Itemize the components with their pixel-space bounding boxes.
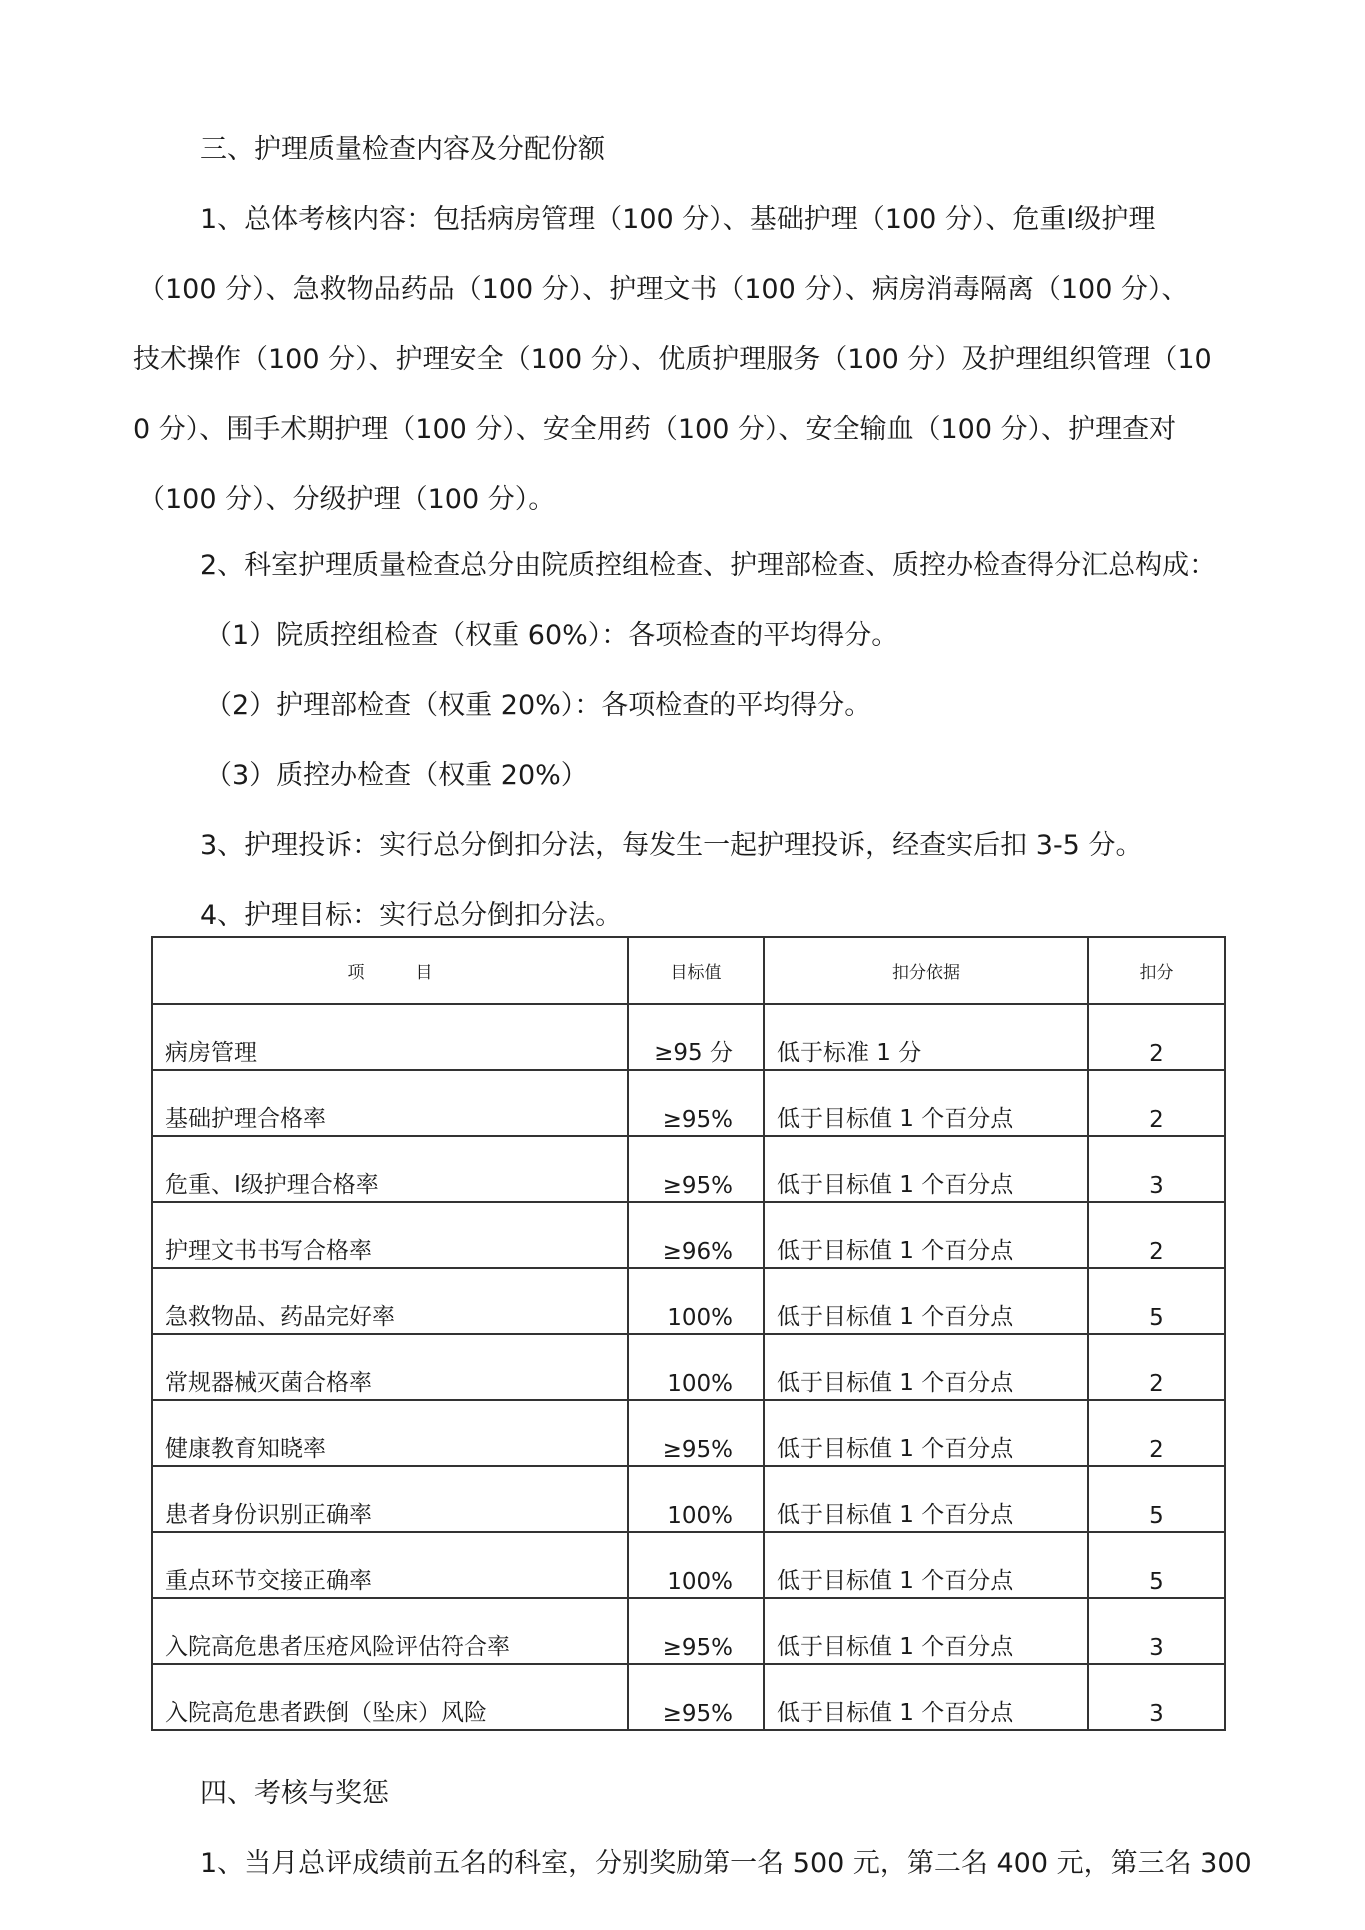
cell-basis: 低于目标值 1 个百分点 [764, 1334, 1088, 1400]
cell-target: ≥96% [628, 1202, 764, 1268]
item-1-line-4: 0 分）、围手术期护理（100 分）、安全用药（100 分）、安全输血（100 分）、护理查对 [133, 414, 1177, 445]
table-row [152, 1334, 1225, 1400]
cell-deduct: 5 [1088, 1466, 1225, 1532]
section-4-item-1: 1、当月总评成绩前五名的科室，分别奖励第一名 500 元，第二名 400 元，第三名 300 [200, 1848, 1252, 1879]
cell-basis: 低于目标值 1 个百分点 [764, 1466, 1088, 1532]
cell-target: ≥95% [628, 1400, 764, 1466]
table-row [152, 1136, 1225, 1202]
cell-item: 重点环节交接正确率 [152, 1532, 628, 1598]
cell-item: 急救物品、药品完好率 [152, 1268, 628, 1334]
item-1-line-5: （100 分）、分级护理（100 分）。 [138, 484, 556, 515]
header-basis: 扣分依据 [764, 937, 1088, 1004]
cell-basis: 低于目标值 1 个百分点 [764, 1664, 1088, 1730]
cell-target: ≥95% [628, 1598, 764, 1664]
item-1-line-1: 1、总体考核内容：包括病房管理（100 分）、基础护理（100 分）、危重Ⅰ级护理 [200, 204, 1156, 235]
cell-basis: 低于目标值 1 个百分点 [764, 1070, 1088, 1136]
header-deduct: 扣分 [1088, 937, 1225, 1004]
cell-target: 100% [628, 1268, 764, 1334]
cell-target: 100% [628, 1466, 764, 1532]
cell-item: 护理文书书写合格率 [152, 1202, 628, 1268]
cell-target: ≥95% [628, 1070, 764, 1136]
cell-deduct: 2 [1088, 1004, 1225, 1070]
cell-basis: 低于目标值 1 个百分点 [764, 1202, 1088, 1268]
cell-basis: 低于目标值 1 个百分点 [764, 1136, 1088, 1202]
table-row [152, 1202, 1225, 1268]
table-row [152, 1466, 1225, 1532]
cell-item: 入院高危患者跌倒（坠床）风险 [152, 1664, 628, 1730]
cell-deduct: 2 [1088, 1400, 1225, 1466]
item-2-sub-3: （3）质控办检查（权重 20%） [205, 760, 588, 791]
cell-deduct: 2 [1088, 1202, 1225, 1268]
item-1-line-2: （100 分）、急救物品药品（100 分）、护理文书（100 分）、病房消毒隔离（100 分）、 [138, 274, 1189, 305]
item-2-sub-2: （2）护理部检查（权重 20%）：各项检查的平均得分。 [205, 690, 872, 721]
cell-basis: 低于标准 1 分 [764, 1004, 1088, 1070]
item-3: 3、护理投诉：实行总分倒扣分法，每发生一起护理投诉，经查实后扣 3-5 分。 [200, 830, 1143, 861]
cell-item: 入院高危患者压疮风险评估符合率 [152, 1598, 628, 1664]
cell-target: ≥95% [628, 1664, 764, 1730]
item-2-sub-1: （1）院质控组检查（权重 60%）：各项检查的平均得分。 [205, 620, 899, 651]
table-row [152, 1400, 1225, 1466]
cell-target: ≥95 分 [628, 1004, 764, 1070]
table-row [152, 1070, 1225, 1136]
cell-item: 常规器械灭菌合格率 [152, 1334, 628, 1400]
table-row [152, 1532, 1225, 1598]
cell-deduct: 3 [1088, 1664, 1225, 1730]
cell-deduct: 3 [1088, 1136, 1225, 1202]
item-1-line-3: 技术操作（100 分）、护理安全（100 分）、优质护理服务（100 分）及护理组织管理（10 [133, 344, 1212, 375]
item-2: 2、科室护理质量检查总分由院质控组检查、护理部检查、质控办检查得分汇总构成： [200, 550, 1217, 581]
cell-target: 100% [628, 1532, 764, 1598]
table-row [152, 1598, 1225, 1664]
cell-target: ≥95% [628, 1136, 764, 1202]
cell-basis: 低于目标值 1 个百分点 [764, 1400, 1088, 1466]
nursing-target-table [151, 936, 1226, 1731]
section-3-heading: 三、护理质量检查内容及分配份额 [200, 134, 605, 165]
table-header-row [152, 937, 1225, 1004]
cell-item: 基础护理合格率 [152, 1070, 628, 1136]
item-4: 4、护理目标：实行总分倒扣分法。 [200, 900, 623, 931]
cell-target: 100% [628, 1334, 764, 1400]
cell-item: 患者身份识别正确率 [152, 1466, 628, 1532]
table-row [152, 1004, 1225, 1070]
cell-deduct: 5 [1088, 1268, 1225, 1334]
header-target: 目标值 [628, 937, 764, 1004]
table-row [152, 1268, 1225, 1334]
cell-basis: 低于目标值 1 个百分点 [764, 1532, 1088, 1598]
cell-basis: 低于目标值 1 个百分点 [764, 1598, 1088, 1664]
cell-deduct: 2 [1088, 1334, 1225, 1400]
cell-item: 病房管理 [152, 1004, 628, 1070]
cell-deduct: 2 [1088, 1070, 1225, 1136]
cell-deduct: 3 [1088, 1598, 1225, 1664]
cell-deduct: 5 [1088, 1532, 1225, 1598]
table-row [152, 1664, 1225, 1730]
header-item: 项 目 [152, 937, 628, 1004]
cell-basis: 低于目标值 1 个百分点 [764, 1268, 1088, 1334]
cell-item: 危重、Ⅰ级护理合格率 [152, 1136, 628, 1202]
section-4-heading: 四、考核与奖惩 [200, 1778, 389, 1809]
cell-item: 健康教育知晓率 [152, 1400, 628, 1466]
